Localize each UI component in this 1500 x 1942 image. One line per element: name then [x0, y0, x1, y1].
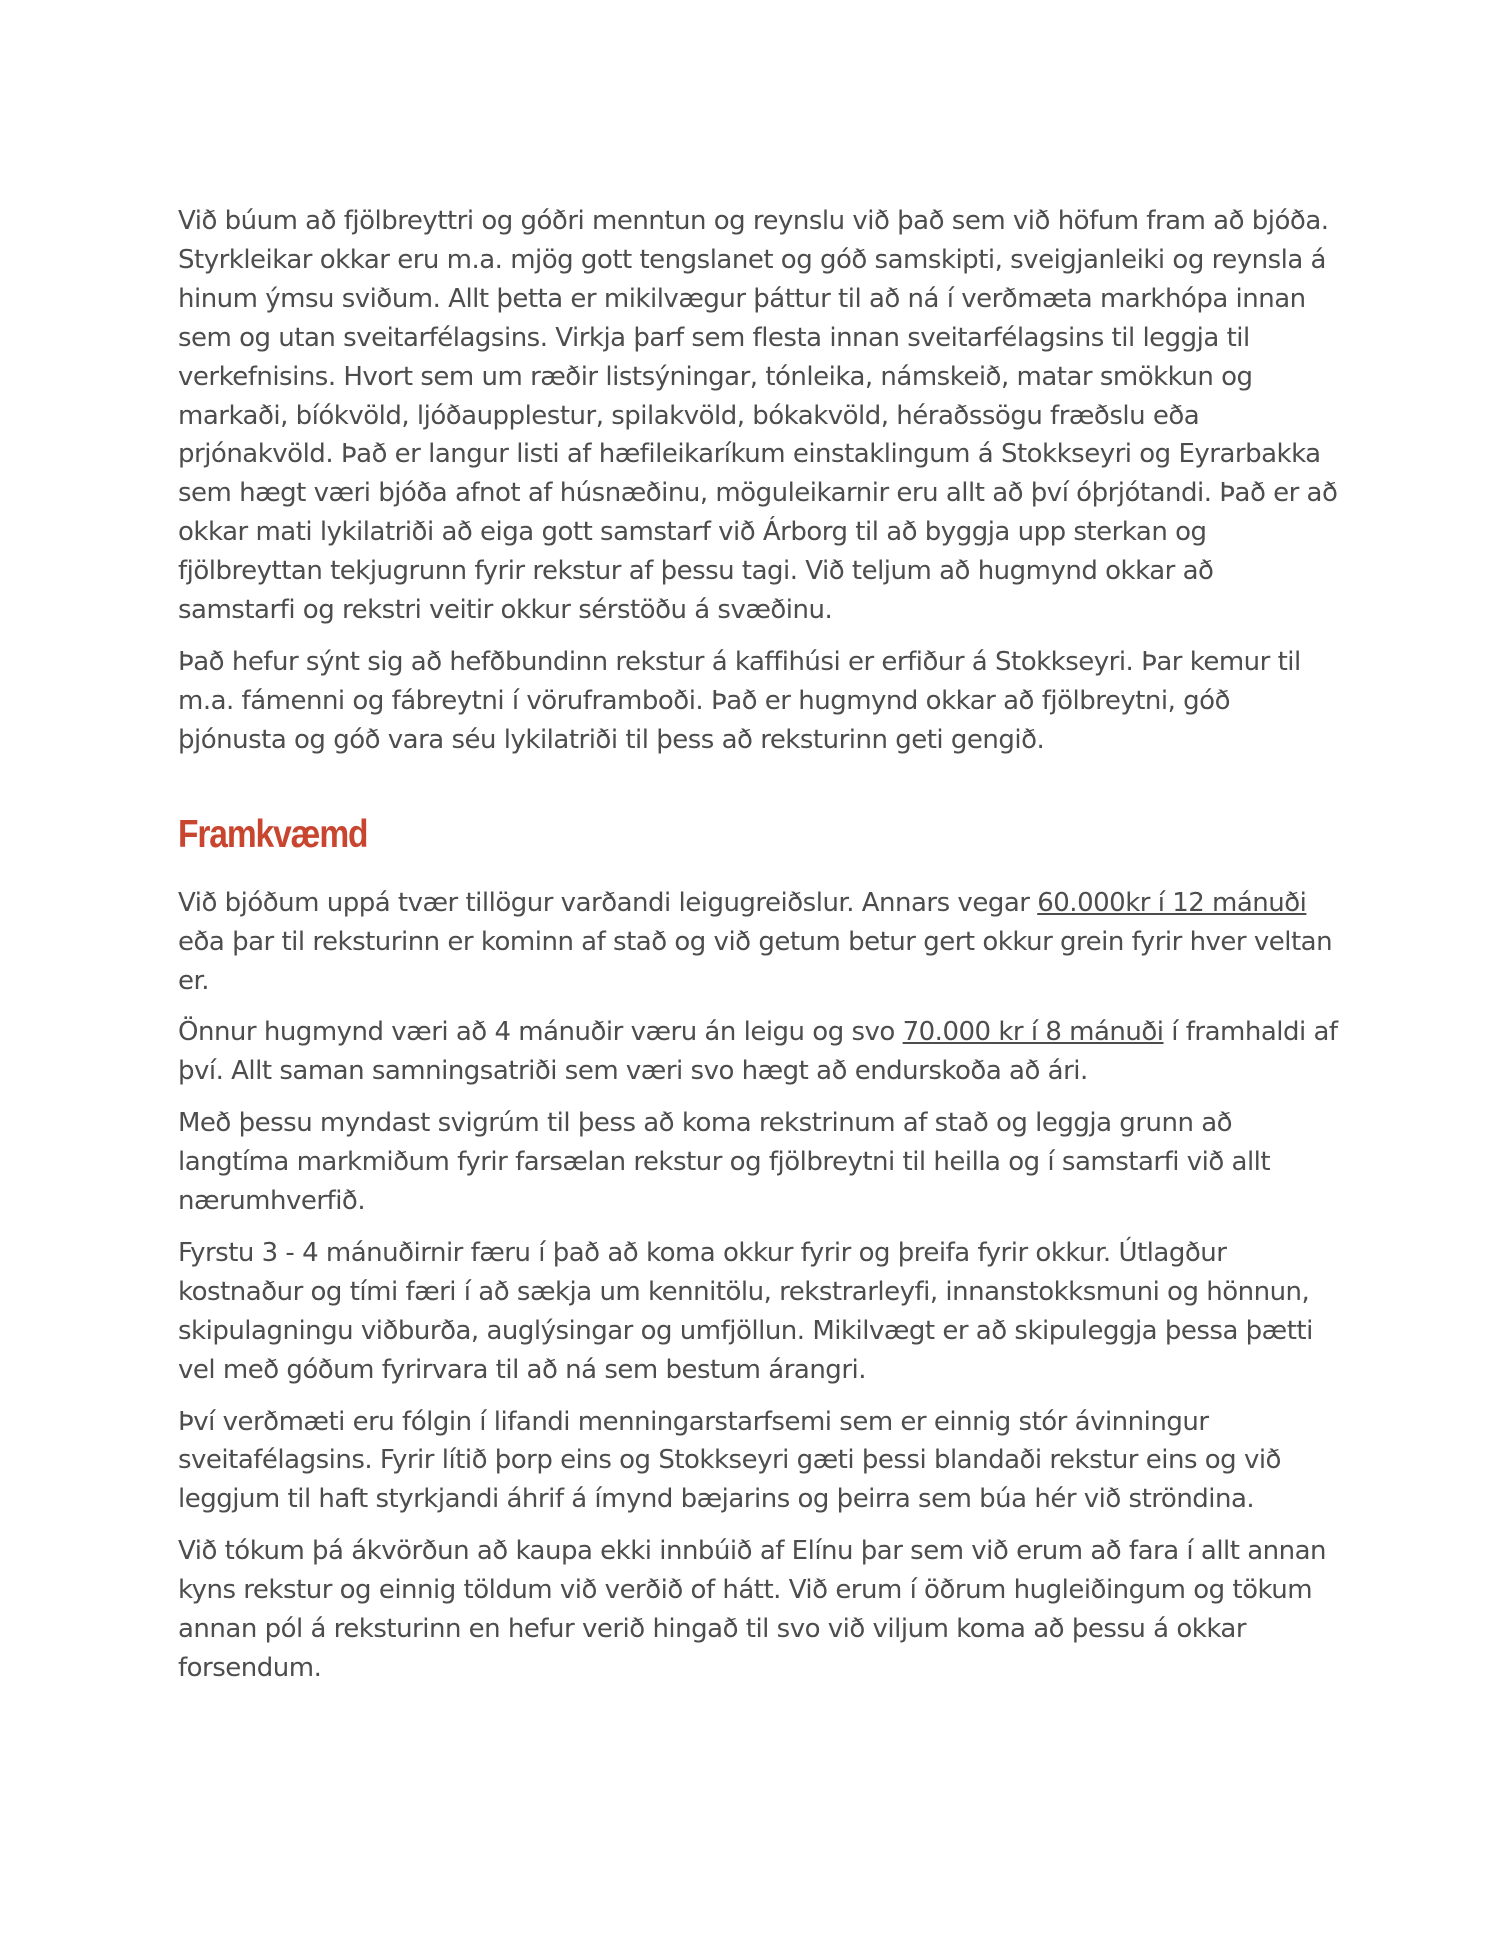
rent-proposal-2-text-after: í framhaldi af því. Allt saman samningsatriði sem væri svo hægt að endurskoða að ári.	[178, 1017, 1338, 1087]
rent-proposal-2	[178, 1013, 1338, 1091]
rent-amount-2: 70.000 kr í 8 mánuði	[902, 1017, 1164, 1048]
section-heading: Framkvæmd	[178, 812, 368, 856]
section-paragraph-3: Með þessu myndast svigrúm til þess að koma rekstrinum af stað og leggja grunn að langtíma markmiðum fyrir farsælan rekstur og fjölbreytni til heilla og í samstarfi við allt nærumhverfið.	[178, 1108, 1271, 1217]
rent-amount-1: 60.000kr í 12 mánuði	[1037, 887, 1307, 918]
section-paragraph-4: Fyrstu 3 - 4 mánuðirnir færu í það að koma okkur fyrir og þreifa fyrir okkur. Útlagður kostnaður og tími færi í að sækja um kennitölu, rekstrarleyfi, innanstokksmuni og hönnun, skipulagningu viðburða, auglýsingar og umfjöllun. Mikilvægt er að skipuleggja þessa þætti vel með góðum fyrirvara til að ná sem bestum árangri.	[178, 1237, 1313, 1385]
intro-paragraph-1: Við búum að fjölbreyttri og góðri menntun og reynslu við það sem við höfum fram að bjóða. Styrkleikar okkar eru m.a. mjög gott tengslanet og góð samskipti, sveigjanleiki og reynsla á hinum ýmsu sviðum. Allt þetta er mikilvægur þáttur til að ná í verðmæta markhópa innan sem og utan sveitarfélagsins. Virkja þarf sem flesta innan sveitarfélagsins til leggja til verkefnisins. Hvort sem um ræðir listsýningar, tónleika, námskeið, matar smökkun og markaði, bíókvöld, ljóðaupplestur, spilakvöld, bókakvöld, héraðssögu fræðslu eða prjónakvöld. Það er langur listi af hæfileikaríkum einstaklingum á Stokkseyri og Eyrarbakka sem hægt væri bjóða afnot af húsnæðinu, möguleikarnir eru allt að því óþrjótandi. Það er að okkar mati lykilatriði að eiga gott samstarf við Árborg til að byggja upp sterkan og fjölbreyttan tekjugrunn fyrir rekstur af þessu tagi. Við teljum að hugmynd okkar að samstarfi og rekstri veitir okkur sérstöðu á svæðinu.	[178, 206, 1338, 626]
intro-paragraph-2: Það hefur sýnt sig að hefðbundinn rekstur á kaffihúsi er erfiður á Stokkseyri. Þar kemur til m.a. fámenni og fábreytni í vöruframboði. Það er hugmynd okkar að fjölbreytni, góð þjónusta og góð vara séu lykilatriði til þess að reksturinn geti gengið.	[178, 646, 1301, 755]
rent-proposal-2-text-before: Önnur hugmynd væri að 4 mánuðir væru án leigu og svo	[178, 1017, 903, 1048]
rent-proposal-1	[178, 884, 1338, 1001]
section-paragraph-5: Því verðmæti eru fólgin í lifandi menningarstarfsemi sem er einnig stór ávinningur sveitafélagsins. Fyrir lítið þorp eins og Stokkseyri gæti þessi blandaði rekstur eins og við leggjum til haft styrkjandi áhrif á ímynd bæjarins og þeirra sem búa hér við ströndina.	[178, 1406, 1281, 1515]
section-paragraph-6: Við tókum þá ákvörðun að kaupa ekki innbúið af Elínu þar sem við erum að fara í allt annan kyns rekstur og einnig töldum við verðið of hátt. Við erum í öðrum hugleiðingum og tökum annan pól á reksturinn en hefur verið hingað til svo við viljum koma að þessu á okkar forsendum.	[178, 1536, 1327, 1683]
document-page	[178, 202, 1338, 1688]
rent-proposal-1-text-before: Við bjóðum uppá tvær tillögur varðandi leigugreiðslur. Annars vegar	[178, 887, 1038, 918]
rent-proposal-1-text-after: eða þar til reksturinn er kominn af stað og við getum betur gert okkur grein fyrir hver veltan er.	[178, 926, 1333, 996]
